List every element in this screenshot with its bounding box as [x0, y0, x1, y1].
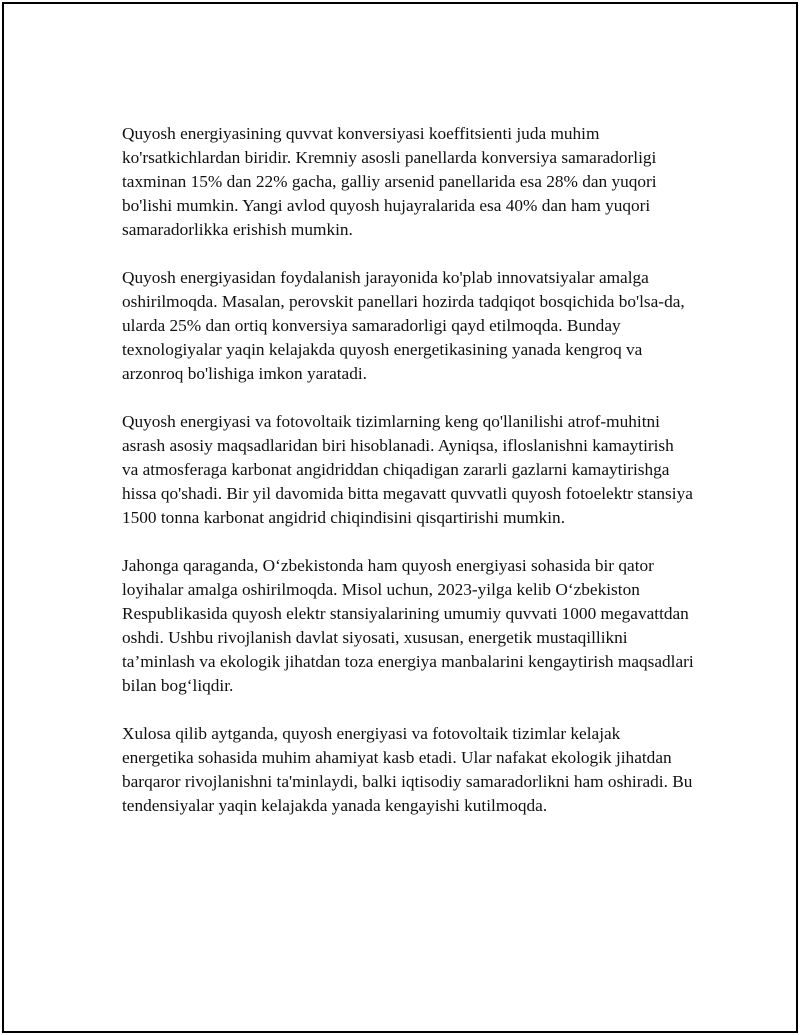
- paragraph-conversion-efficiency: Quyosh energiyasining quvvat konversiyasi koeffitsienti juda muhim ko'rsatkichlardan biridir. Kremniy asosli panellarda konversiya samaradorligi taxminan 15% dan 22% gacha, galliy arsenid panellarida esa 28% dan yuqori bo'lishi mumkin. Yangi avlod quyosh hujayralarida esa 40% dan ham yuqori samaradorlikka erishish mumkin.: [122, 124, 657, 239]
- document-body: [122, 122, 694, 818]
- paragraph-conclusion: Xulosa qilib aytganda, quyosh energiyasi va fotovoltaik tizimlar kelajak energetika sohasida muhim ahamiyat kasb etadi. Ular nafakat ekologik jihatdan barqaror rivojlanishni ta'minlaydi, balki iqtisodiy samaradorlikni ham oshiradi. Bu tendensiyalar yaqin kelajakda yanada kengayishi kutilmoqda.: [122, 724, 693, 815]
- page-frame: [2, 2, 798, 1033]
- paragraph-innovations: Quyosh energiyasidan foydalanish jarayonida ko'plab innovatsiyalar amalga oshirilmoqda. Masalan, perovskit panellari hozirda tadqiqot bosqichida bo'lsa-da, ularda 25% dan ortiq konversiya samaradorligi qayd etilmoqda. Bunday texnologiyalar yaqin kelajakda quyosh energetikasining yanada kengroq va arzonroq bo'lishiga imkon yaratadi.: [122, 268, 685, 383]
- paragraph-uzbekistan-projects: Jahonga qaraganda, O‘zbekistonda ham quyosh energiyasi sohasida bir qator loyihalar amalga oshirilmoqda. Misol uchun, 2023-yilga kelib O‘zbekiston Respublikasida quyosh elektr stansiyalarining umumiy quvvati 1000 megavattdan oshdi. Ushbu rivojlanish davlat siyosati, xususan, energetik mustaqillikni ta’minlash va ekologik jihatdan toza energiya manbalarini kengaytirish maqsadlari bilan bog‘liqdir.: [122, 556, 694, 695]
- paragraph-environment: Quyosh energiyasi va fotovoltaik tizimlarning keng qo'llanilishi atrof-muhitni asrash asosiy maqsadlaridan biri hisoblanadi. Ayniqsa, ifloslanishni kamaytirish va atmosferaga karbonat angidriddan chiqadigan zararli gazlarni kamaytirishga hissa qo'shadi. Bir yil davomida bitta megavatt quvvatli quyosh fotoelektr stansiya 1500 tonna karbonat angidrid chiqindisini qisqartirishi mumkin.: [122, 412, 693, 527]
